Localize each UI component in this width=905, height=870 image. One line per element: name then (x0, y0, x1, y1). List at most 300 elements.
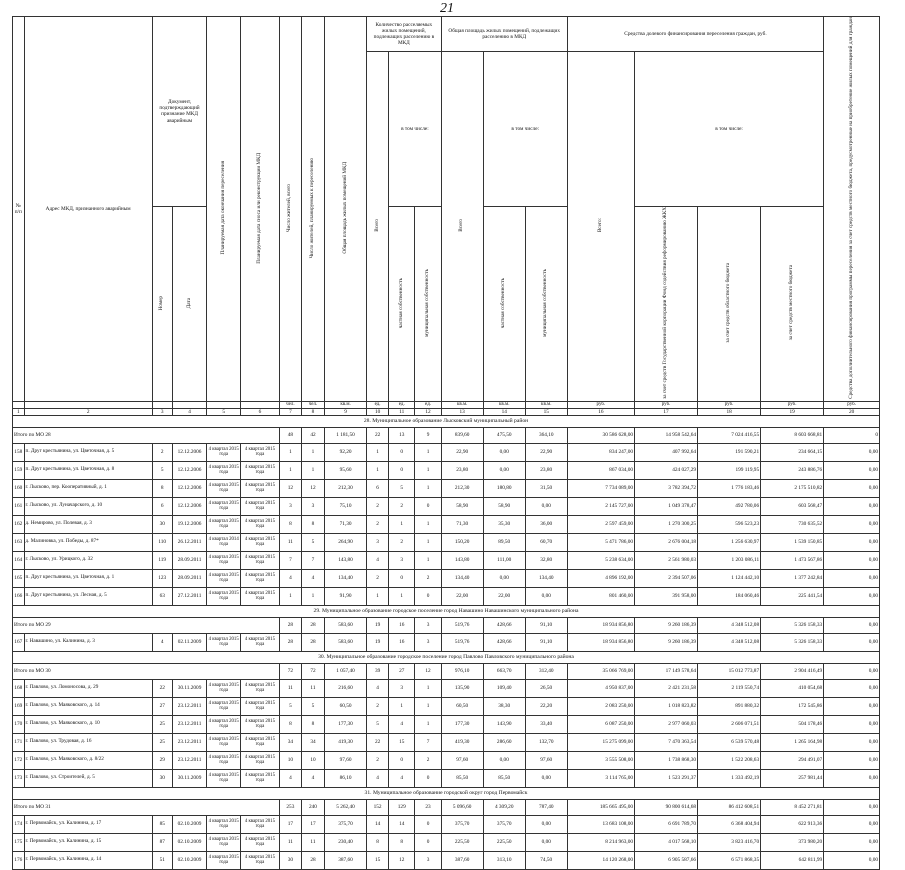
funds-local-cell: 1 377 242,84 (761, 569, 824, 587)
address-cell: г. Павлово, ул. Трудовая, д. 16 (24, 733, 152, 751)
resettlement-date-cell: 4 квартал 2015 года (207, 569, 241, 587)
funds-fund-cell: 3 782 394,72 (635, 479, 698, 497)
section-title-row (13, 415, 880, 427)
area-sub-total-cell: 60,50 (441, 697, 483, 715)
doc-date-cell: 23.12.2011 (172, 715, 207, 733)
total-label: Итого по МО 29 (13, 617, 280, 633)
area-sub-total-cell: 23,80 (441, 461, 483, 479)
area-sub-total-cell: 225,50 (441, 833, 483, 851)
area-sub-total-cell: 419,30 (441, 733, 483, 751)
extra-funding-cell: 0,00 (824, 833, 880, 851)
section-title-row (13, 605, 880, 617)
unit-cell (172, 401, 207, 408)
area-sub-total-cell: 58,90 (441, 497, 483, 515)
funds-total-cell: 13 683 108,00 (567, 815, 634, 833)
residents-total-cell: 1 (279, 461, 301, 479)
area-municipal-cell: 97,60 (525, 751, 567, 769)
area-total-cell: 216,60 (325, 679, 367, 697)
funds-total-cell: 15 275 099,00 (567, 733, 634, 751)
total-cell: 28 (279, 617, 301, 633)
total-cell: 13 (389, 427, 415, 443)
area-total-cell: 419,30 (325, 733, 367, 751)
header-qty-group: Количество расселяемых жилых помещений, подлежащих расселению в МКД (367, 17, 442, 52)
address-cell: г. Павлово, ул. Ломоносова, д. 29 (24, 679, 152, 697)
section-total-row (13, 427, 880, 443)
residents-planned-cell: 11 (301, 679, 324, 697)
column-number-cell: 8 (301, 408, 324, 415)
funds-region-cell: 891 880,32 (698, 697, 761, 715)
total-cell: 0,00 (824, 663, 880, 679)
table-row (13, 443, 880, 461)
area-sub-total-cell: 135,90 (441, 679, 483, 697)
qty-municipal-cell: 1 (415, 715, 441, 733)
extra-funding-cell: 0,00 (824, 679, 880, 697)
total-cell: 12 (415, 663, 441, 679)
demolition-date-cell: 4 квартал 2015 года (240, 751, 279, 769)
unit-cell: кв.м. (525, 401, 567, 408)
residents-total-cell: 30 (279, 851, 301, 869)
qty-private-cell: 5 (389, 479, 415, 497)
extra-funding-cell: 0,00 (824, 461, 880, 479)
column-number-cell: 13 (441, 408, 483, 415)
funds-fund-cell: 2 394 507,06 (635, 569, 698, 587)
table-row (13, 697, 880, 715)
doc-date-cell: 28.09.2011 (172, 569, 207, 587)
row-number: 176 (13, 851, 25, 869)
qty-total-cell: 2 (367, 569, 389, 587)
total-cell: 976,10 (441, 663, 483, 679)
header-planned-resettlement: Планируемая дата окончания переселения (207, 17, 241, 402)
funds-fund-cell: 1 523 291,37 (635, 769, 698, 787)
total-cell: 7 024 416,55 (698, 427, 761, 443)
row-number: 173 (13, 769, 25, 787)
area-municipal-cell: 0,00 (525, 815, 567, 833)
residents-planned-cell: 28 (301, 851, 324, 869)
header-area-total: Общая площадь жилых помещений МКД (325, 17, 367, 402)
unit-cell: кв.м. (483, 401, 525, 408)
doc-date-cell: 12.12.2006 (172, 479, 207, 497)
funds-region-cell: 2 606 071,51 (698, 715, 761, 733)
area-private-cell: 111,00 (483, 551, 525, 569)
funds-region-cell: 6 368 404,94 (698, 815, 761, 833)
funds-region-cell: 1 124 442,10 (698, 569, 761, 587)
funds-local-cell: 243 886,76 (761, 461, 824, 479)
address-cell: г. Первомайск, ул. Калинина, д. 17 (24, 815, 152, 833)
total-cell: 2 904 416,49 (761, 663, 824, 679)
total-cell: 5 096,60 (441, 799, 483, 815)
column-number-cell: 6 (240, 408, 279, 415)
funds-region-cell: 6 571 868,35 (698, 851, 761, 869)
doc-date-cell: 02.10.2009 (172, 815, 207, 833)
funds-total-cell: 14 120 268,00 (567, 851, 634, 869)
funds-total-cell: 2 597 459,00 (567, 515, 634, 533)
column-number-cell: 5 (207, 408, 241, 415)
section-title-row (13, 651, 880, 663)
qty-municipal-cell: 1 (415, 479, 441, 497)
address-cell: п. Друг крестьянина, ул. Цветочная, д. 5 (24, 443, 152, 461)
funds-total-cell: 5 471 786,00 (567, 533, 634, 551)
resettlement-date-cell: 4 квартал 2015 года (207, 587, 241, 605)
row-number: 160 (13, 479, 25, 497)
total-label: Итого по МО 31 (13, 799, 280, 815)
area-municipal-cell: 0,00 (525, 587, 567, 605)
unit-cell: руб. (698, 401, 761, 408)
area-private-cell: 0,00 (483, 751, 525, 769)
row-number: 167 (13, 633, 25, 651)
qty-total-cell: 6 (367, 479, 389, 497)
doc-number-cell: 87 (152, 833, 172, 851)
doc-number-cell: 51 (152, 851, 172, 869)
header-extra-funding: Средства дополнительного финансирования программы переселения за счет средств местного бюджета, предусмотренные на приобретение жилых помещений для граждан (824, 17, 880, 402)
doc-date-cell: 02.10.2009 (172, 833, 207, 851)
demolition-date-cell: 4 квартал 2015 года (240, 679, 279, 697)
total-label: Итого по МО 30 (13, 663, 280, 679)
residents-planned-cell: 4 (301, 769, 324, 787)
qty-total-cell: 2 (367, 697, 389, 715)
section-total-row (13, 617, 880, 633)
demolition-date-cell: 4 квартал 2015 года (240, 479, 279, 497)
total-cell: 1 057,40 (325, 663, 367, 679)
demolition-date-cell: 4 квартал 2015 года (240, 733, 279, 751)
doc-date-cell: 27.12.2011 (172, 587, 207, 605)
area-private-cell: 89,50 (483, 533, 525, 551)
funds-fund-cell: 391 958,00 (635, 587, 698, 605)
section-title-row (13, 787, 880, 799)
qty-total-cell: 1 (367, 587, 389, 605)
total-cell: 787,40 (525, 799, 567, 815)
unit-cell (152, 401, 172, 408)
residents-total-cell: 1 (279, 443, 301, 461)
funds-local-cell: 603 568,47 (761, 497, 824, 515)
area-municipal-cell: 22,90 (525, 443, 567, 461)
qty-municipal-cell: 2 (415, 569, 441, 587)
funds-region-cell: 492 780,06 (698, 497, 761, 515)
area-sub-total-cell: 143,80 (441, 551, 483, 569)
resettlement-date-cell: 4 квартал 2015 года (207, 697, 241, 715)
area-private-cell: 313,10 (483, 851, 525, 869)
table-row (13, 533, 880, 551)
qty-total-cell: 2 (367, 497, 389, 515)
table-row (13, 569, 880, 587)
funds-fund-cell: 2 977 060,03 (635, 715, 698, 733)
table-row (13, 479, 880, 497)
funds-region-cell: 2 119 550,74 (698, 679, 761, 697)
residents-total-cell: 11 (279, 679, 301, 697)
qty-private-cell: 4 (389, 769, 415, 787)
total-cell: 583,60 (325, 617, 367, 633)
resettlement-date-cell: 4 квартал 2015 года (207, 769, 241, 787)
qty-total-cell: 3 (367, 533, 389, 551)
residents-planned-cell: 34 (301, 733, 324, 751)
table-row (13, 515, 880, 533)
table-row (13, 851, 880, 869)
total-cell: 90 800 614,68 (635, 799, 698, 815)
column-number-cell: 3 (152, 408, 172, 415)
qty-total-cell: 4 (367, 551, 389, 569)
qty-municipal-cell: 1 (415, 533, 441, 551)
qty-total-cell: 2 (367, 751, 389, 769)
section-total-row (13, 663, 880, 679)
header-funds-incl: в том числе: (635, 52, 824, 207)
header-area-private: частная собственность (483, 206, 525, 401)
header-no: № п/п (13, 17, 25, 402)
area-municipal-cell: 22,20 (525, 697, 567, 715)
funds-local-cell: 234 664,15 (761, 443, 824, 461)
total-label: Итого по МО 28 (13, 427, 280, 443)
extra-funding-cell: 0,00 (824, 515, 880, 533)
funds-fund-cell: 6 905 587,66 (635, 851, 698, 869)
column-number-cell: 1 (13, 408, 25, 415)
area-total-cell: 97,60 (325, 751, 367, 769)
qty-private-cell: 2 (389, 497, 415, 515)
table-row (13, 497, 880, 515)
resettlement-date-cell: 4 квартал 2015 года (207, 479, 241, 497)
area-total-cell: 143,80 (325, 551, 367, 569)
funds-total-cell: 4 950 837,00 (567, 679, 634, 697)
total-cell: 86 412 608,51 (698, 799, 761, 815)
qty-private-cell: 8 (389, 833, 415, 851)
header-qty-private: частная собственность (389, 206, 415, 401)
demolition-date-cell: 4 квартал 2015 года (240, 851, 279, 869)
unit-cell: чел. (279, 401, 301, 408)
area-sub-total-cell: 85,50 (441, 769, 483, 787)
funds-total-cell: 2 083 250,00 (567, 697, 634, 715)
funds-region-cell: 184 060,46 (698, 587, 761, 605)
resettlement-date-cell: 4 квартал 2015 года (207, 733, 241, 751)
area-sub-total-cell: 22,00 (441, 587, 483, 605)
funds-local-cell: 410 054,68 (761, 679, 824, 697)
row-number: 171 (13, 733, 25, 751)
row-number: 170 (13, 715, 25, 733)
residents-total-cell: 4 (279, 569, 301, 587)
residents-total-cell: 3 (279, 497, 301, 515)
total-cell: 9 (415, 427, 441, 443)
funds-total-cell: 8 214 963,00 (567, 833, 634, 851)
residents-planned-cell: 8 (301, 515, 324, 533)
unit-cell: руб. (824, 401, 880, 408)
total-cell: 185 665 495,00 (567, 799, 634, 815)
resettlement-date-cell: 4 квартал 2015 года (207, 497, 241, 515)
qty-municipal-cell: 0 (415, 587, 441, 605)
column-number-cell: 18 (698, 408, 761, 415)
column-number-cell: 12 (415, 408, 441, 415)
doc-number-cell: 27 (152, 697, 172, 715)
total-cell: 5 326 158,33 (761, 617, 824, 633)
doc-number-cell: 85 (152, 815, 172, 833)
address-cell: г. Лысково, пер. Кооперативный, д. 1 (24, 479, 152, 497)
funds-local-cell: 294 491,07 (761, 751, 824, 769)
address-cell: д. Малиновка, ул. Победы, д. 87* (24, 533, 152, 551)
residents-total-cell: 11 (279, 833, 301, 851)
residents-total-cell: 8 (279, 515, 301, 533)
area-municipal-cell: 74,50 (525, 851, 567, 869)
extra-funding-cell: 0,00 (824, 815, 880, 833)
column-number-cell: 17 (635, 408, 698, 415)
area-total-cell: 230,40 (325, 833, 367, 851)
resettlement-date-cell: 4 квартал 2015 года (207, 551, 241, 569)
table-row (13, 733, 880, 751)
column-number-cell: 7 (279, 408, 301, 415)
resettlement-date-cell: 4 квартал 2015 года (207, 515, 241, 533)
doc-number-cell: 22 (152, 679, 172, 697)
total-cell: 8 603 668,81 (761, 427, 824, 443)
area-private-cell: 0,00 (483, 443, 525, 461)
demolition-date-cell: 4 квартал 2015 года (240, 633, 279, 651)
doc-number-cell: 6 (152, 497, 172, 515)
section-total-row (13, 799, 880, 815)
funds-region-cell: 4 348 512,08 (698, 633, 761, 651)
qty-private-cell: 1 (389, 587, 415, 605)
area-municipal-cell: 132,70 (525, 733, 567, 751)
qty-total-cell: 4 (367, 679, 389, 697)
doc-date-cell: 23.12.2011 (172, 751, 207, 769)
total-cell: 3 (415, 617, 441, 633)
funds-region-cell: 1 256 630,97 (698, 533, 761, 551)
funds-total-cell: 4 896 192,00 (567, 569, 634, 587)
resettlement-date-cell: 4 квартал 2015 года (207, 461, 241, 479)
doc-date-cell: 02.11.2009 (172, 633, 207, 651)
extra-funding-cell: 0,00 (824, 443, 880, 461)
funds-total-cell: 834 247,00 (567, 443, 634, 461)
qty-total-cell: 2 (367, 515, 389, 533)
extra-funding-cell: 0,00 (824, 479, 880, 497)
funds-total-cell: 5 238 634,00 (567, 551, 634, 569)
doc-number-cell: 2 (152, 443, 172, 461)
demolition-date-cell: 4 квартал 2015 года (240, 515, 279, 533)
area-total-cell: 134,40 (325, 569, 367, 587)
area-municipal-cell: 60,70 (525, 533, 567, 551)
total-cell: 0,00 (824, 799, 880, 815)
doc-date-cell: 12.12.2006 (172, 497, 207, 515)
table-row (13, 587, 880, 605)
resettlement-date-cell: 4 квартал 2014 года (207, 533, 241, 551)
demolition-date-cell: 4 квартал 2015 года (240, 443, 279, 461)
total-cell: 16 (389, 617, 415, 633)
area-total-cell: 264,90 (325, 533, 367, 551)
qty-total-cell: 1 (367, 443, 389, 461)
column-number-cell: 10 (367, 408, 389, 415)
demolition-date-cell: 4 квартал 2015 года (240, 833, 279, 851)
resettlement-date-cell: 4 квартал 2015 года (207, 815, 241, 833)
demolition-date-cell: 4 квартал 2015 года (240, 461, 279, 479)
unit-cell: кв.м. (325, 401, 367, 408)
residents-planned-cell: 4 (301, 569, 324, 587)
residents-planned-cell: 3 (301, 497, 324, 515)
area-sub-total-cell: 134,40 (441, 569, 483, 587)
total-cell: 0,00 (824, 617, 880, 633)
address-cell: г. Павлово, ул. Маяковского, д. 10 (24, 715, 152, 733)
area-private-cell: 0,00 (483, 461, 525, 479)
residents-total-cell: 8 (279, 715, 301, 733)
qty-private-cell: 12 (389, 851, 415, 869)
row-number: 172 (13, 751, 25, 769)
area-municipal-cell: 23,80 (525, 461, 567, 479)
table-row (13, 833, 880, 851)
total-cell: 364,10 (525, 427, 567, 443)
funds-region-cell: 191 590,21 (698, 443, 761, 461)
resettlement-table-container (12, 16, 880, 870)
residents-total-cell: 7 (279, 551, 301, 569)
total-cell: 663,70 (483, 663, 525, 679)
unit-cell: кв.м. (441, 401, 483, 408)
funds-local-cell: 225 441,54 (761, 587, 824, 605)
qty-private-cell: 0 (389, 569, 415, 587)
resettlement-date-cell: 4 квартал 2015 года (207, 443, 241, 461)
funds-total-cell: 3 114 765,00 (567, 769, 634, 787)
residents-total-cell: 28 (279, 633, 301, 651)
extra-funding-cell: 0,00 (824, 533, 880, 551)
total-cell: 15 012 773,87 (698, 663, 761, 679)
area-total-cell: 75,10 (325, 497, 367, 515)
area-sub-total-cell: 97,60 (441, 751, 483, 769)
header-area-municipal: муниципальная собственность (525, 206, 567, 401)
area-sub-total-cell: 71,30 (441, 515, 483, 533)
column-number-cell: 4 (172, 408, 207, 415)
funds-fund-cell: 1 270 300,25 (635, 515, 698, 533)
address-cell: г. Навашино, ул. Калинина, д. 3 (24, 633, 152, 651)
funds-total-cell: 3 555 508,00 (567, 751, 634, 769)
doc-number-cell: 29 (152, 751, 172, 769)
funds-region-cell: 1 776 183,46 (698, 479, 761, 497)
header-funds-group: Средства долевого финансирования переселения граждан, руб. (567, 17, 823, 52)
funds-total-cell: 6 087 250,00 (567, 715, 634, 733)
total-cell: 428,66 (483, 617, 525, 633)
total-cell: 42 (301, 427, 324, 443)
area-private-cell: 0,00 (483, 569, 525, 587)
page-number: 21 (440, 1, 454, 16)
qty-private-cell: 2 (389, 533, 415, 551)
header-qty-municipal: муниципальная собственность (415, 206, 441, 401)
total-cell: 0 (824, 427, 880, 443)
demolition-date-cell: 4 квартал 2015 года (240, 569, 279, 587)
funds-total-cell: 18 934 856,80 (567, 633, 634, 651)
area-municipal-cell: 0,00 (525, 833, 567, 851)
area-sub-total-cell: 519,76 (441, 633, 483, 651)
total-cell: 4 309,20 (483, 799, 525, 815)
qty-municipal-cell: 0 (415, 833, 441, 851)
table-row (13, 815, 880, 833)
row-number: 161 (13, 497, 25, 515)
column-number-cell: 15 (525, 408, 567, 415)
area-sub-total-cell: 212,30 (441, 479, 483, 497)
area-sub-total-cell: 22,90 (441, 443, 483, 461)
total-cell: 5 262,40 (325, 799, 367, 815)
total-cell: 475,50 (483, 427, 525, 443)
residents-total-cell: 10 (279, 751, 301, 769)
area-total-cell: 86,10 (325, 769, 367, 787)
row-number: 169 (13, 697, 25, 715)
area-total-cell: 583,60 (325, 633, 367, 651)
funds-region-cell: 3 823 416,70 (698, 833, 761, 851)
demolition-date-cell: 4 квартал 2015 года (240, 697, 279, 715)
unit-cell (207, 401, 241, 408)
area-private-cell: 38,30 (483, 697, 525, 715)
area-sub-total-cell: 150,20 (441, 533, 483, 551)
row-number: 175 (13, 833, 25, 851)
table-row (13, 769, 880, 787)
total-cell: 839,60 (441, 427, 483, 443)
qty-total-cell: 15 (367, 851, 389, 869)
area-sub-total-cell: 387,60 (441, 851, 483, 869)
residents-planned-cell: 7 (301, 551, 324, 569)
total-cell: 30 586 628,00 (567, 427, 634, 443)
funds-region-cell: 596 523,23 (698, 515, 761, 533)
header-planned-demolition: Планируемая дата сноса или реконструкции МКД (240, 17, 279, 402)
doc-number-cell: 30 (152, 769, 172, 787)
table-row (13, 551, 880, 569)
residents-planned-cell: 17 (301, 815, 324, 833)
demolition-date-cell: 4 квартал 2015 года (240, 497, 279, 515)
